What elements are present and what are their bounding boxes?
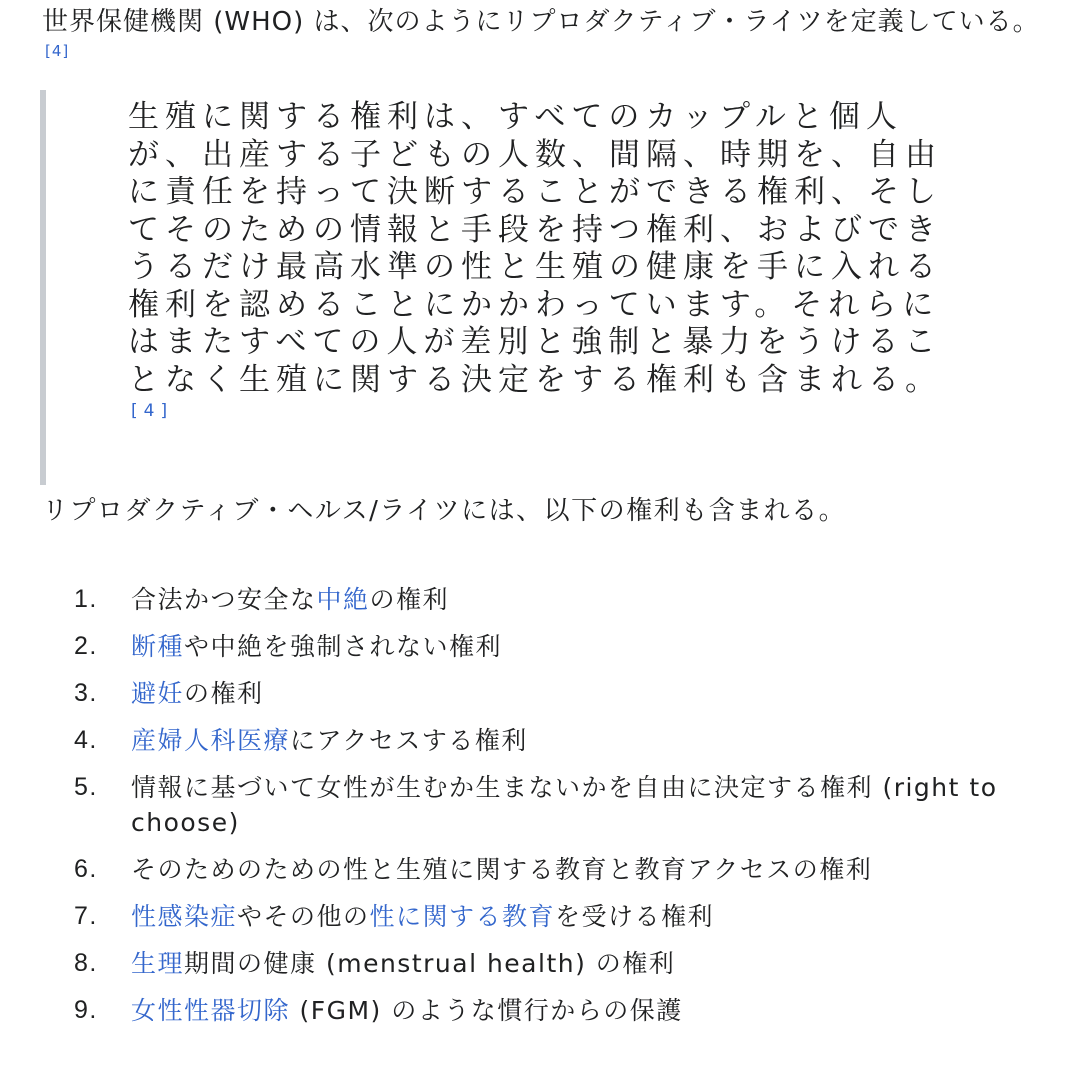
- list-item-text: (FGM) のような慣行からの保護: [290, 996, 683, 1025]
- list-item-text: やその他の: [237, 902, 370, 931]
- list-number: 9.: [74, 996, 98, 1024]
- link-abortion[interactable]: 中絶: [316, 585, 370, 614]
- list-item: [0, 770, 1067, 840]
- list-item: [0, 629, 1067, 664]
- rights-list: [0, 582, 1067, 1040]
- list-item: [0, 582, 1067, 617]
- link-fgm[interactable]: 女性性器切除: [131, 996, 291, 1025]
- link-sex-education[interactable]: 性に関する教育: [369, 902, 556, 931]
- reference-link[interactable]: [4]: [45, 42, 70, 61]
- list-item: [0, 723, 1067, 758]
- link-sterilization[interactable]: 断種: [131, 632, 185, 661]
- list-item-text: そのためのための性と生殖に関する教育と教育アクセスの権利: [131, 855, 873, 884]
- rights-intro-paragraph: リプロダクティブ・ヘルス/ライツには、以下の権利も含まれる。: [42, 496, 847, 526]
- link-sti[interactable]: 性感染症: [131, 902, 238, 931]
- list-item-text: 合法かつ安全な: [131, 585, 317, 614]
- list-number: 1.: [74, 585, 98, 613]
- list-item-text: や中絶を強制されない権利: [184, 632, 503, 661]
- list-item-text: にアクセスする権利: [290, 726, 528, 755]
- link-contraception[interactable]: 避妊: [131, 679, 185, 708]
- list-item: [0, 676, 1067, 711]
- list-number: 4.: [74, 726, 98, 754]
- list-item-text: の権利: [369, 585, 450, 614]
- list-number: 7.: [74, 902, 98, 930]
- list-item-text: 期間の健康 (menstrual health) の権利: [184, 949, 676, 978]
- list-item: [0, 946, 1067, 981]
- blockquote-text: 生殖に関する権利は、すべてのカップルと個人が、出産する子どもの人数、間隔、時期を、自由に責任を持って決断することができる権利、そしてそのための情報と手段を持つ権利、およびできうるだけ最高水準の性と生殖の健康を手に入れる権利を認めることにかかわっています。それらにはまたすべての人が差別と強制と暴力をうけることなく生殖に関する決定をする権利も含まれる。: [128, 99, 942, 398]
- list-number: 2.: [74, 632, 98, 660]
- blockquote: [128, 99, 948, 437]
- list-item: [0, 852, 1067, 887]
- list-number: 8.: [74, 949, 98, 977]
- list-item: [0, 899, 1067, 934]
- list-item: [0, 993, 1067, 1028]
- reference-link[interactable]: [4]: [131, 400, 174, 421]
- list-number: 5.: [74, 773, 98, 801]
- link-obstetrics-gynecology[interactable]: 産婦人科医療: [131, 726, 291, 755]
- intro-paragraph: [42, 4, 1042, 76]
- list-item-text: 情報に基づいて女性が生むか生まないかを自由に決定する権利 (right to choose): [131, 773, 998, 837]
- link-menstruation[interactable]: 生理: [131, 949, 185, 978]
- list-item-text: の権利: [184, 679, 264, 708]
- list-number: 6.: [74, 855, 98, 883]
- blockquote-bar: [40, 90, 46, 485]
- list-item-text: を受ける権利: [555, 902, 715, 931]
- intro-text: 世界保健機関 (WHO) は、次のようにリプロダクティブ・ライツを定義している。: [42, 7, 1040, 37]
- list-number: 3.: [74, 679, 98, 707]
